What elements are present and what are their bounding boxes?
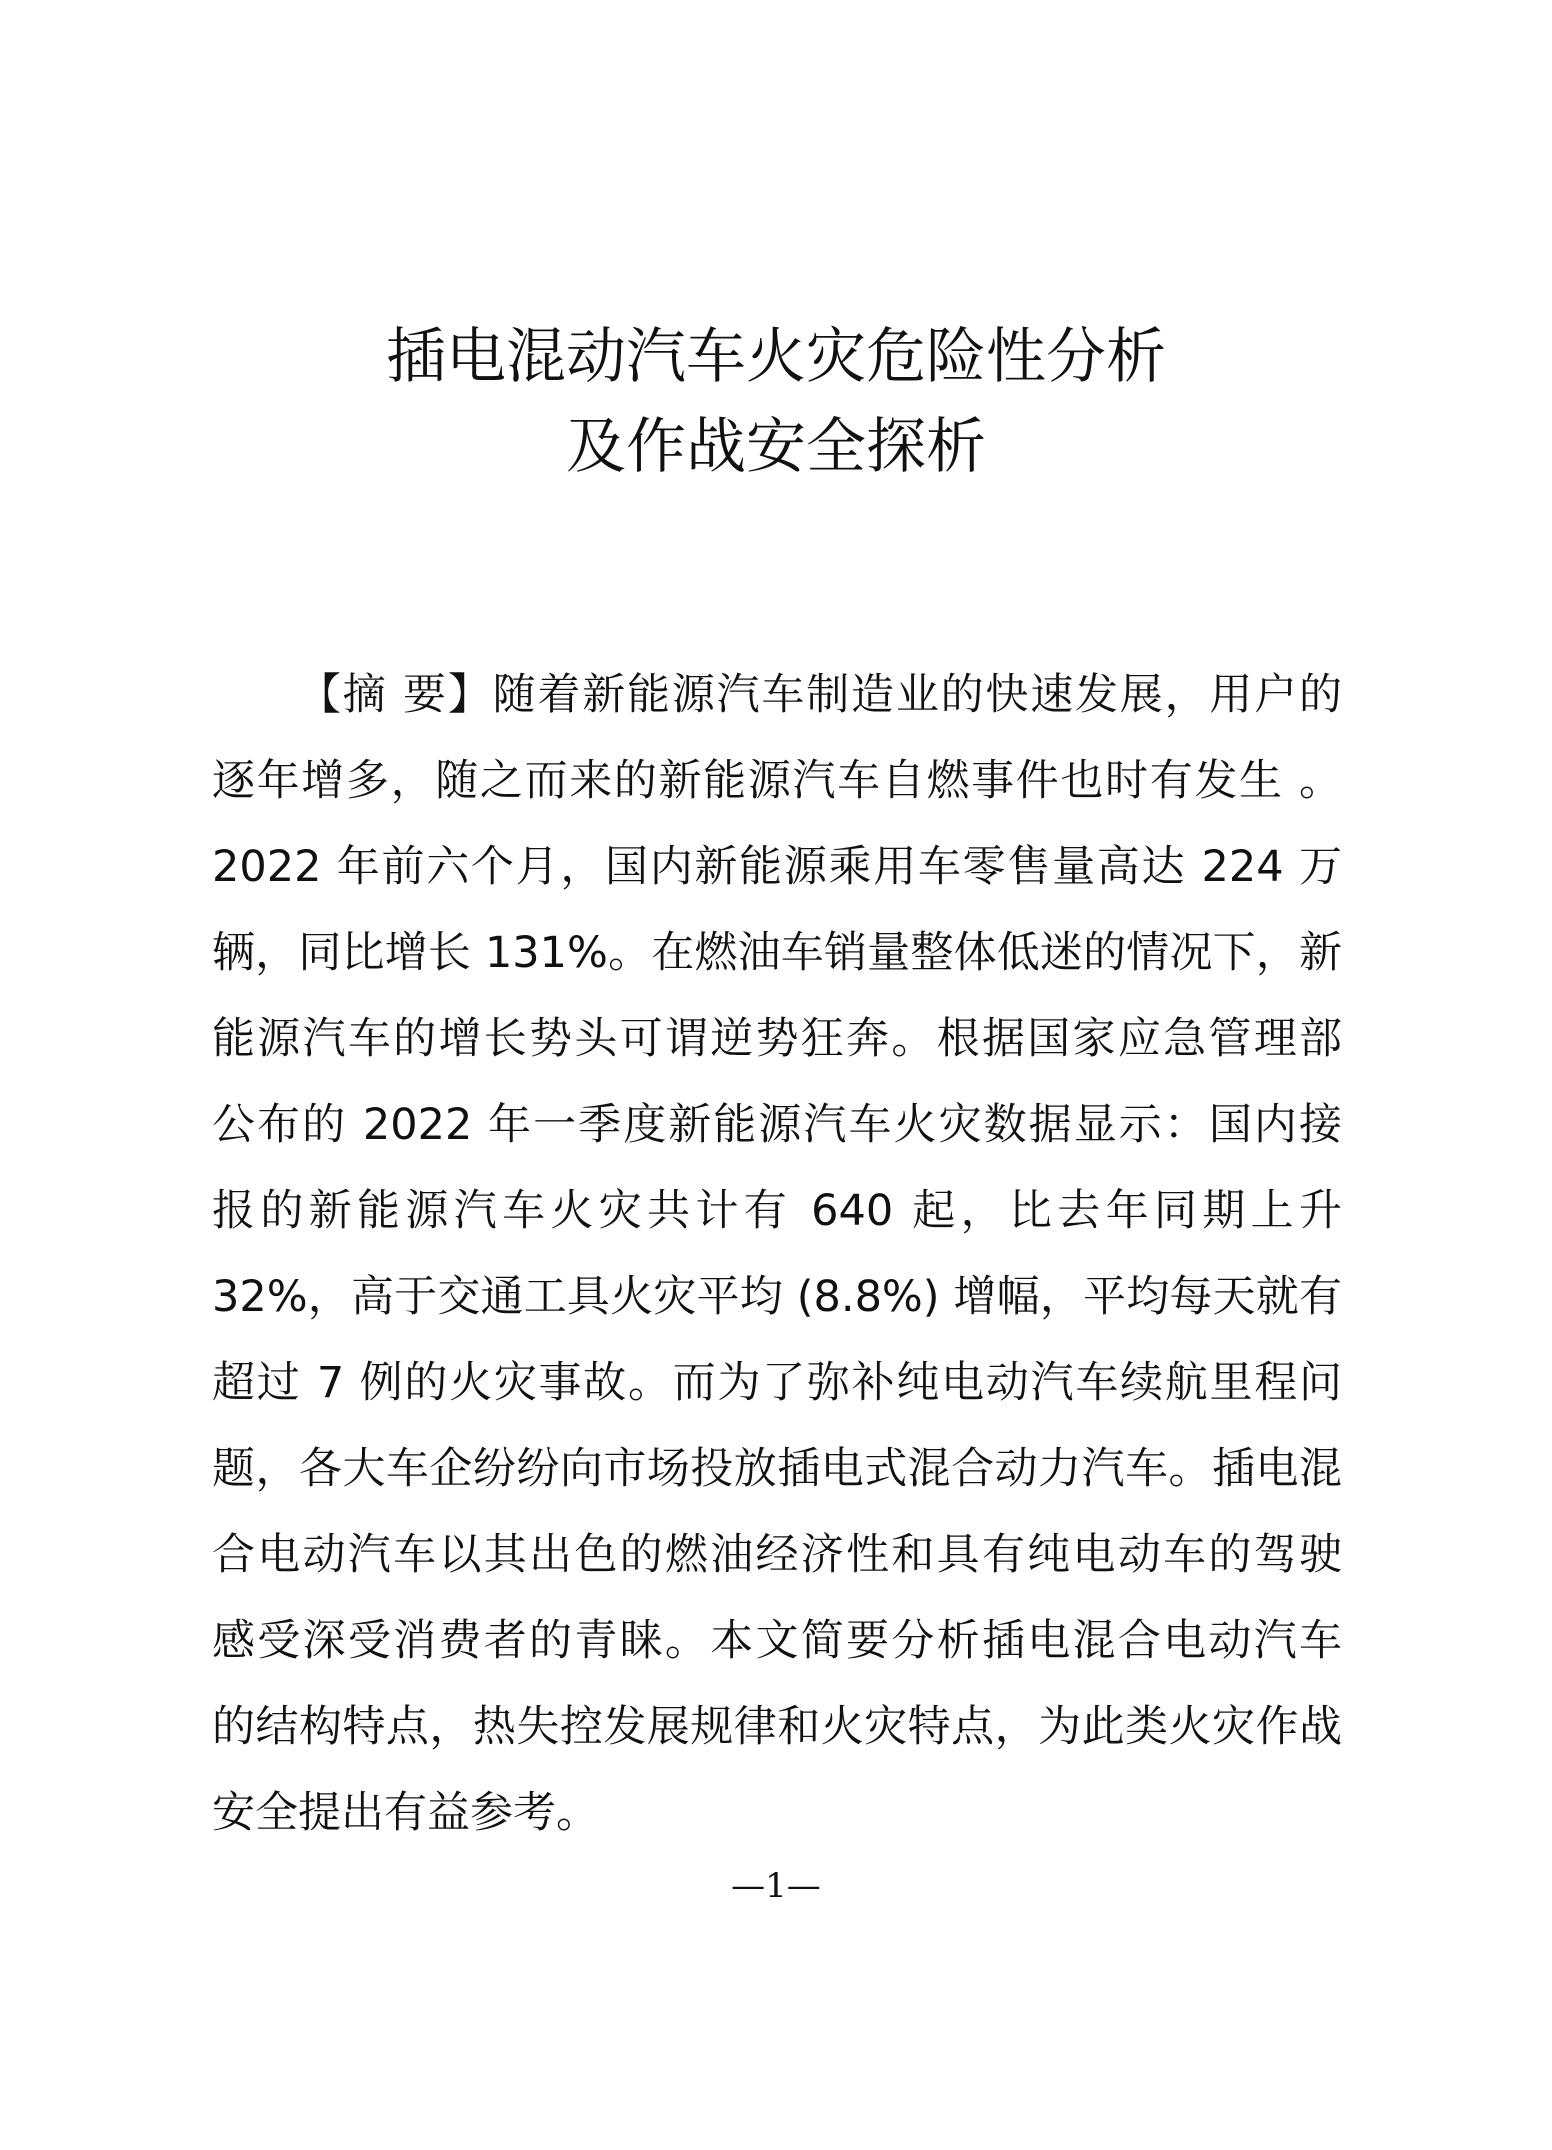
abstract-line: 2022 年前六个月，国内新能源乘用车零售量高达 224 万 <box>212 842 1342 892</box>
abstract-line: 安全提出有益参考。 <box>212 1788 599 1838</box>
abstract-line: 32%，高于交通工具火灾平均 (8.8%) 增幅，平均每天就有 <box>212 1272 1342 1322</box>
abstract-line: 感受深受消费者的青睐。本文简要分析插电混合电动汽车 <box>212 1616 1342 1666</box>
title-line-2: 及作战安全探析 <box>566 412 986 482</box>
abstract-line: 逐年增多，随之而来的新能源汽车自燃事件也时有发生 。 <box>212 756 1342 806</box>
abstract-line: 【摘 要】随着新能源汽车制造业的快速发展，用户的 <box>298 670 1342 720</box>
page-number: —1— <box>731 1866 821 1906</box>
abstract-line: 超过 7 例的火灾事故。而为了弥补纯电动汽车续航里程问 <box>212 1358 1342 1408</box>
title-line-1: 插电混动汽车火灾危险性分析 <box>386 322 1166 392</box>
abstract-line: 辆，同比增长 131%。在燃油车销量整体低迷的情况下，新 <box>212 928 1342 978</box>
abstract-line: 能源汽车的增长势头可谓逆势狂奔。根据国家应急管理部 <box>212 1014 1342 1064</box>
document-title <box>0 312 1552 492</box>
abstract-line: 合电动汽车以其出色的燃油经济性和具有纯电动车的驾驶 <box>212 1530 1342 1580</box>
abstract-line: 题，各大车企纷纷向市场投放插电式混合动力汽车。插电混 <box>212 1444 1342 1494</box>
abstract-line: 的结构特点，热失控发展规律和火灾特点，为此类火灾作战 <box>212 1702 1342 1752</box>
abstract-line: 报的新能源汽车火灾共计有 640 起，比去年同期上升 <box>212 1186 1342 1236</box>
abstract-line: 公布的 2022 年一季度新能源汽车火灾数据显示：国内接 <box>212 1100 1342 1150</box>
abstract-paragraph <box>212 652 1342 1856</box>
